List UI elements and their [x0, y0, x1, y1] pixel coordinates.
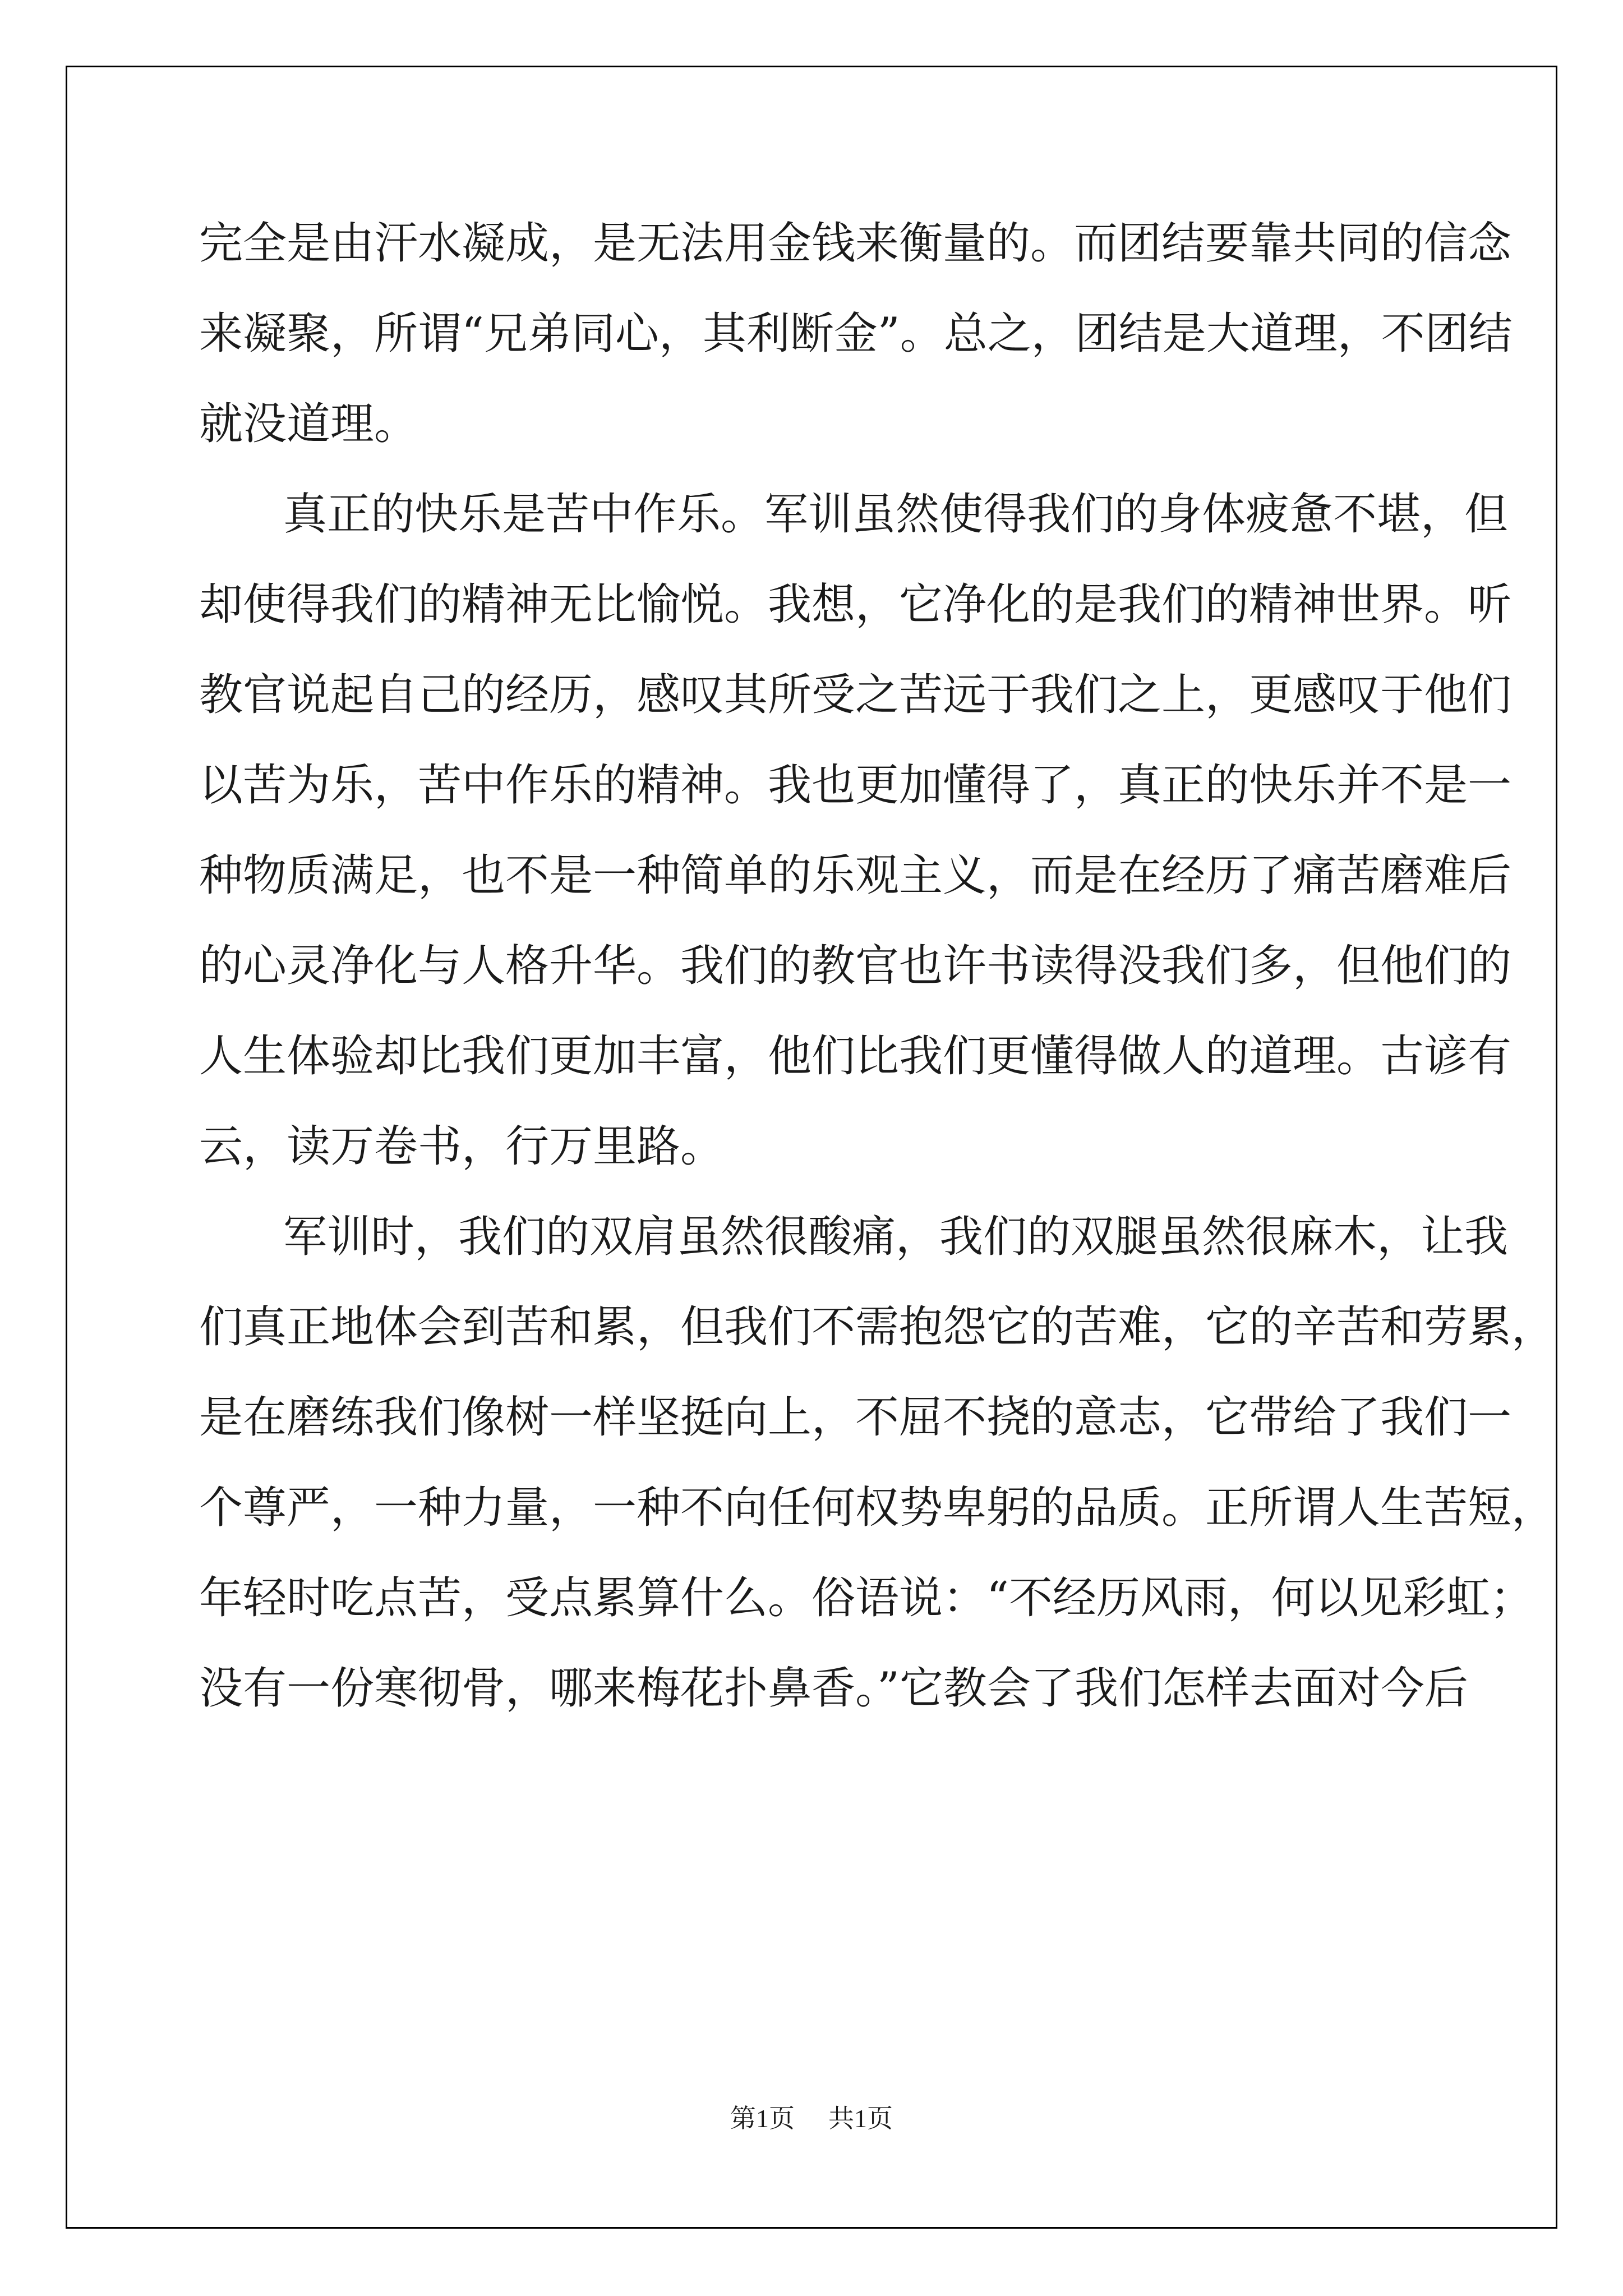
- text-line: 来凝聚，所谓“兄弟同心，其利断金”。总之，团结是大道理，不团结: [199, 309, 1513, 359]
- text-line: 的心灵净化与人格升华。我们的教官也许书读得没我们多，但他们的: [199, 941, 1512, 991]
- text-line: 种物质满足，也不是一种简单的乐观主义，而是在经历了痛苦磨难后: [199, 850, 1512, 901]
- text-line: 就没道理。: [199, 399, 418, 449]
- text-line: 没有一份寒彻骨，哪来梅花扑鼻香。”它教会了我们怎样去面对今后: [199, 1663, 1468, 1714]
- text-line: 们真正地体会到苦和累，但我们不需抱怨它的苦难，它的辛苦和劳累，: [199, 1302, 1556, 1352]
- text-line: 是在磨练我们像树一样坚挺向上，不屈不挠的意志，它带给了我们一: [199, 1392, 1512, 1443]
- paragraph-first-line: 军训时，我们的双肩虽然很酸痛，我们的双腿虽然很麻木，让我: [283, 1212, 1509, 1262]
- text-line: 个尊严，一种力量，一种不向任何权势卑躬的品质。正所谓人生苦短，: [199, 1483, 1556, 1533]
- document-body: [199, 199, 1556, 1734]
- text-line: 人生体验却比我们更加丰富，他们比我们更懂得做人的道理。古谚有: [199, 1031, 1512, 1082]
- page-footer: [0, 2098, 1623, 2135]
- paragraph-first-line: 真正的快乐是苦中作乐。军训虽然使得我们的身体疲惫不堪，但: [283, 489, 1509, 540]
- text-line: 却使得我们的精神无比愉悦。我想，它净化的是我们的精神世界。听: [199, 579, 1512, 630]
- text-line: 年轻时吃点苦，受点累算什么。俗语说：“不经历风雨，何以见彩虹；: [199, 1573, 1534, 1623]
- page-total: 共1页: [828, 2104, 893, 2133]
- page-number: 第1页: [730, 2104, 795, 2133]
- text-line: 完全是由汗水凝成，是无法用金钱来衡量的。而团结要靠共同的信念: [199, 218, 1512, 269]
- text-line: 以苦为乐，苦中作乐的精神。我也更加懂得了，真正的快乐并不是一: [199, 760, 1512, 811]
- text-line: 云，读万卷书，行万里路。: [199, 1121, 725, 1172]
- text-line: 教官说起自己的经历，感叹其所受之苦远于我们之上，更感叹于他们: [199, 670, 1512, 720]
